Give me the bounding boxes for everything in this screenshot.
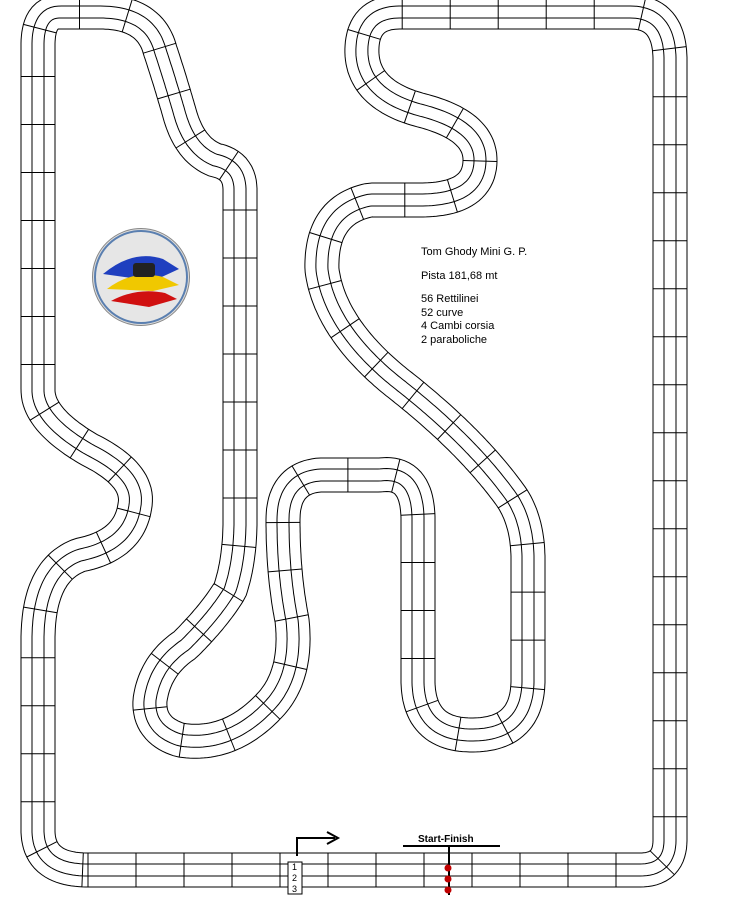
logo-emblem-icon: [93, 229, 189, 325]
track-section-ties: [21, 0, 687, 887]
track-length: Pista 181,68 mt: [421, 269, 498, 282]
stat-banked-curves: 2 paraboliche: [421, 333, 488, 346]
stat-curves: 52 curve: [421, 306, 464, 319]
stat-lane-changes: 4 Cambi corsia: [421, 320, 495, 332]
start-finish-label: Start-Finish: [418, 834, 474, 845]
lane-number-2: 2: [292, 873, 298, 883]
lane-number-1: 1: [292, 862, 298, 872]
lane-line-3: [32, 6, 676, 876]
lane-lines: [38, 12, 670, 870]
lane-line-4: [21, 0, 687, 887]
track-title: Tom Ghody Mini G. P.: [421, 246, 528, 258]
track-info: [421, 246, 527, 347]
track-surface: [38, 12, 670, 870]
lane-line-2: [44, 18, 664, 864]
lane-marker-2: [445, 876, 452, 883]
stat-straights: 56 Rettilinei: [421, 293, 479, 305]
club-logo: [92, 228, 190, 326]
lane-number-3: 3: [292, 884, 298, 894]
lane-marker-1: [445, 865, 452, 872]
lane-marker-3: [445, 887, 452, 894]
